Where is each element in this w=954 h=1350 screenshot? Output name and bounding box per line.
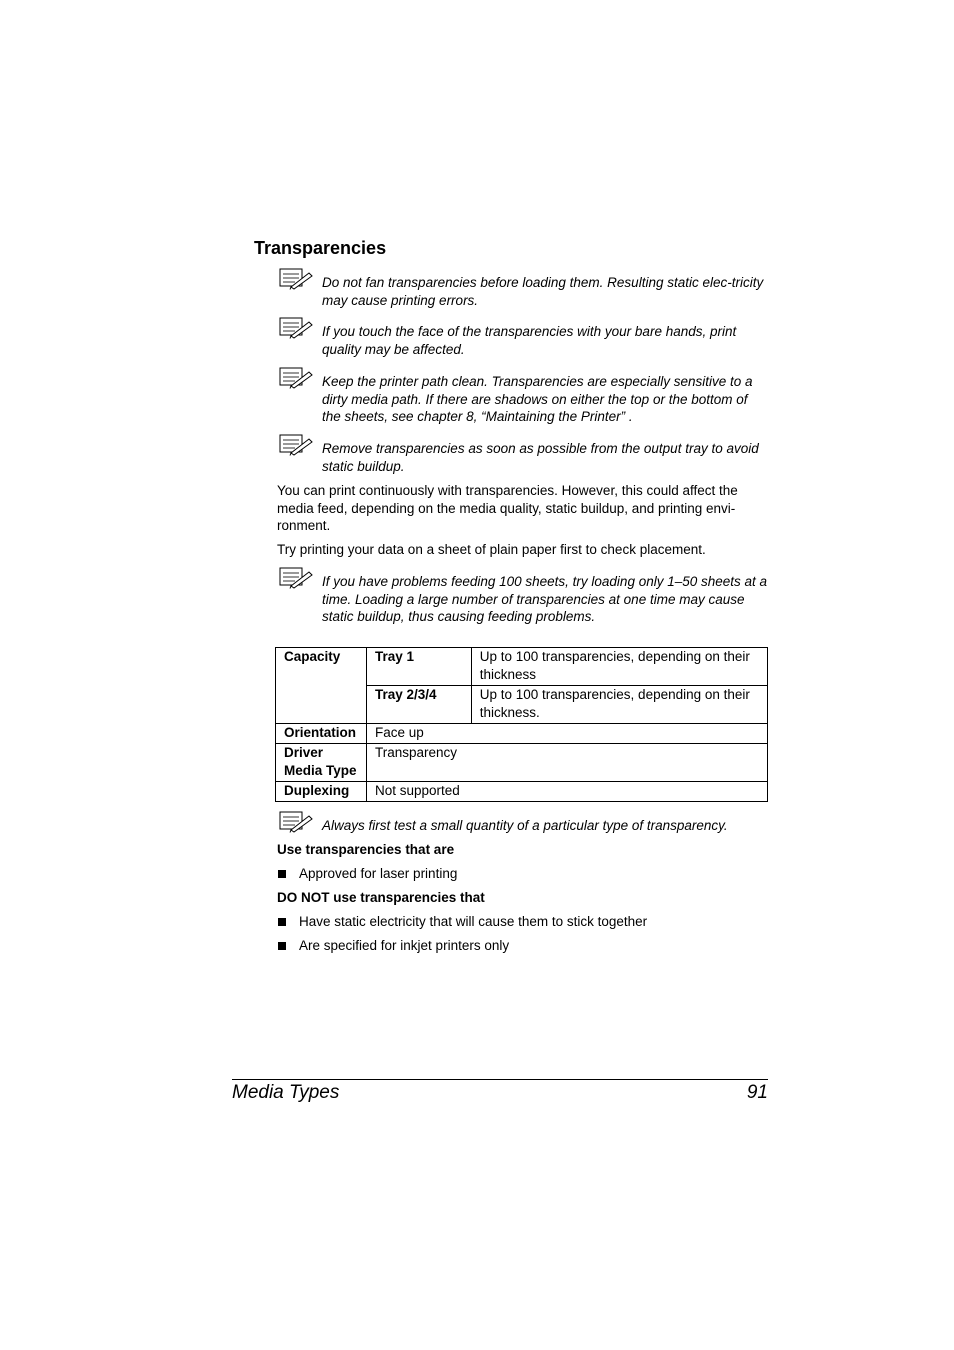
note-pencil-icon (279, 434, 313, 456)
table-row (276, 724, 768, 744)
table-cell-tray234-label: Tray 2/3/4 (366, 686, 471, 724)
note-pencil-icon (279, 367, 313, 389)
note-pencil-icon (279, 567, 313, 589)
note-text: Keep the printer path clean. Transparencies are especially sensitive to a dirty media path. If there are shadows on either the top or the bottom of the sheets, see chapter 8, “Maintaining the Printer” . (322, 374, 753, 424)
table-cell-driver-label: Driver Media Type (276, 744, 367, 782)
note-text: Always first test a small quantity of a particular type of transparency. (322, 818, 728, 833)
table-cell-tray1-value: Up to 100 transparencies, depending on their thickness (471, 648, 767, 686)
note-pencil-icon (279, 811, 313, 833)
note-pencil-icon (279, 317, 313, 339)
bullet-square-icon (278, 942, 286, 950)
table-row (276, 782, 768, 802)
note-pencil-icon (279, 268, 313, 290)
table-cell-orientation-label: Orientation (276, 724, 367, 744)
section-title: Transparencies (254, 238, 387, 258)
table-cell-duplex-value: Not supported (366, 782, 767, 802)
manual-page: Transparencies Do not fan transparencies before loading them. Resulting static elec-tricity may cause printing errors. If you touch the face of the transparencies with your bare hands, print quality may be affected. Keep the printer path clean. Transparencies are especially sensitive to a dirty media path. If there are shadows on either the top or the bottom of the sheets, see chapter 8, “Maintaining the Printer” . Remove transparencies as soon as possible from the output tray to avoid static buildup. You can print continuously with transparencies. However, this could affect the media feed, depending on the media quality, static buildup, and printing envi-ronment. Try printing your data on a sheet of plain paper first to check placement. If you have problems feeding 100 sheets, try loading only 1–50 sheets at a time. Loading a large number of transparencies at one time may cause static buildup, thus causing feeding problems. Capacity Tray 1 Up to 100 transparencies, depending on their thickness Tray 2/3/4 Up to 100 transparencies, depending on their thickness. Orientation Face up Driver Media Type Transparency Duplexing Not supported Always first test a small quantity of a particular type of transparency. Use transparencies that are Approved for laser printing DO NOT use transparencies that Have static electricity that will cause them to stick together Are specified for inkjet printers only Media Types 91 (0, 0, 954, 1350)
use-heading: Use transparencies that are (277, 842, 455, 857)
donot-heading: DO NOT use transparencies that (277, 890, 485, 905)
table-cell-tray234-value: Up to 100 transparencies, depending on their thickness. (471, 686, 767, 724)
bullet-square-icon (278, 918, 286, 926)
table-cell-tray1-label: Tray 1 (366, 648, 471, 686)
body-paragraph: Try printing your data on a sheet of plain paper first to check placement. (277, 542, 706, 557)
bullet-square-icon (278, 870, 286, 878)
page-number: 91 (746, 1082, 768, 1103)
note-text: Do not fan transparencies before loading them. Resulting static elec-tricity may cause printing errors. (322, 275, 764, 308)
table-row (276, 648, 768, 686)
table-cell-capacity-label: Capacity (276, 648, 367, 724)
table-cell-orientation-value: Face up (366, 724, 767, 744)
transparency-spec-table (275, 647, 768, 802)
body-paragraph: You can print continuously with transparencies. However, this could affect the media feed, depending on the media quality, static buildup, and printing envi-ronment. (277, 483, 738, 533)
note-text: If you have problems feeding 100 sheets, try loading only 1–50 sheets at a time. Loading a large number of transparencies at one time may cause static buildup, thus causing feeding problems. (322, 574, 768, 624)
footer-chapter: Media Types (232, 1082, 340, 1103)
table-cell-duplex-label: Duplexing (276, 782, 367, 802)
note-text: If you touch the face of the transparencies with your bare hands, print quality may be affected. (322, 324, 737, 357)
table-row (276, 744, 768, 782)
table-cell-driver-value: Transparency (366, 744, 767, 782)
note-text: Remove transparencies as soon as possible from the output tray to avoid static buildup. (322, 441, 759, 474)
